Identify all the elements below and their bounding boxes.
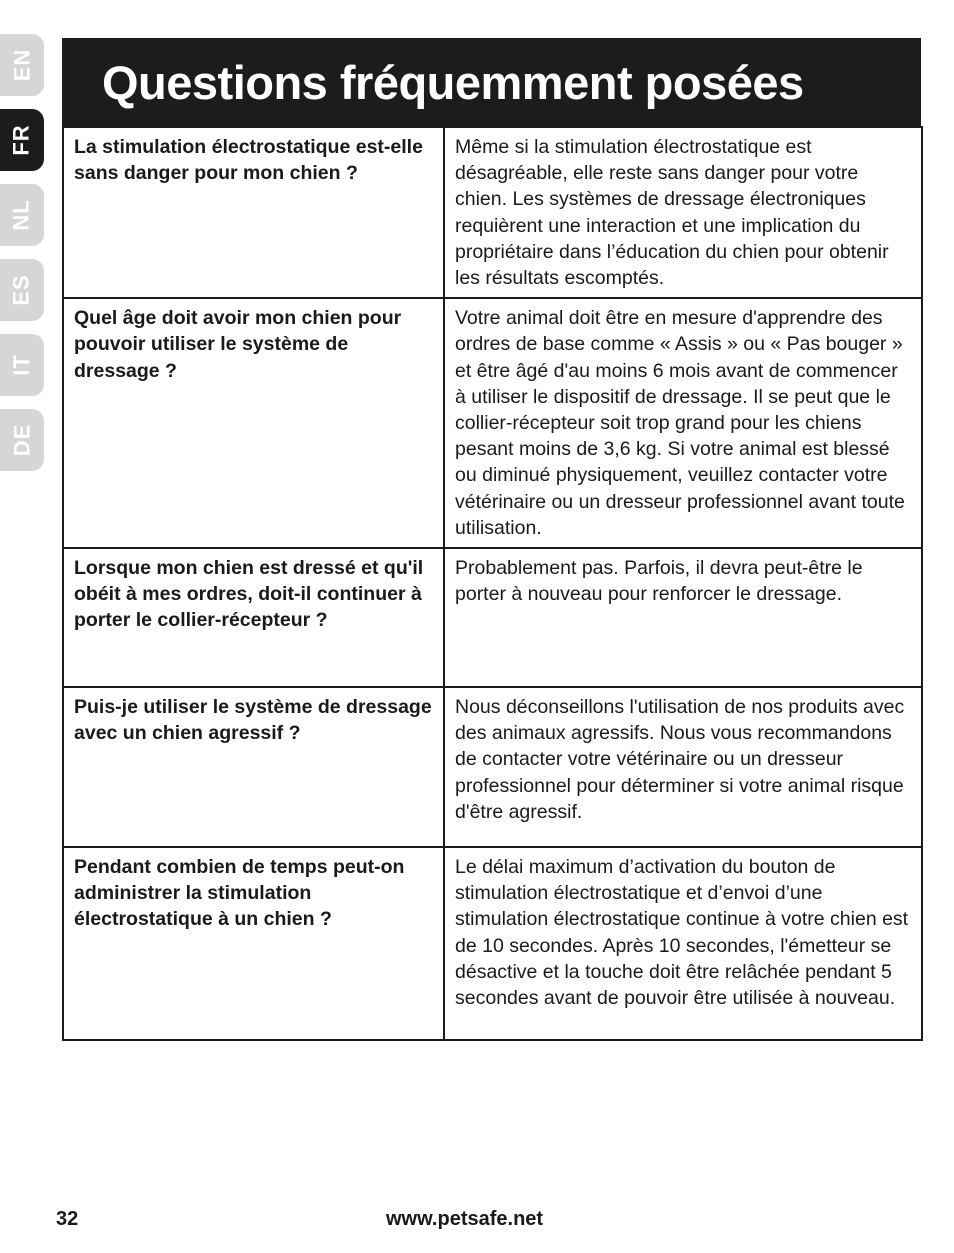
lang-tab-label: FR [8,124,34,156]
faq-answer: Le délai maximum d’activation du bouton de stimulation électrostatique et d’envoi d’une stimulation électrostatique continue à votre chien est de 10 secondes. Après 10 secondes, l'émetteur se désactive et la touche doit être relâchée pendant 5 secondes avant de pouvoir être utilisée à nouveau. [444,847,922,1040]
lang-tab-label: ES [8,274,34,306]
page-title: Questions fréquemment posées [102,55,804,109]
faq-answer: Même si la stimulation électrostatique est désagréable, elle reste sans danger pour votre chien. Les systèmes de dressage électroniques requièrent une interaction et une implication du propriétaire dans l’éducation du chien pour obtenir les résultats escomptés. [444,127,922,298]
page-number: 32 [56,1208,79,1230]
faq-question: Quel âge doit avoir mon chien pour pouvoir utiliser le système de dressage ? [63,298,444,548]
lang-tab-en[interactable] [0,34,44,96]
lang-tab-label: EN [9,48,34,82]
faq-row [63,298,922,548]
lang-tab-nl[interactable] [0,184,44,246]
lang-tab-fr[interactable] [0,109,44,171]
faq-question: Puis-je utiliser le système de dressage avec un chien agressif ? [63,687,444,847]
lang-tab-label: IT [9,354,34,376]
title-bar [62,38,921,126]
lang-tab-es[interactable] [0,259,44,321]
faq-question: Lorsque mon chien est dressé et qu'il obéit à mes ordres, doit-il continuer à porter le collier-récepteur ? [63,548,444,687]
lang-tab-de[interactable] [0,409,44,471]
language-tabs [0,34,44,484]
faq-row [63,687,922,847]
faq-row [63,548,922,687]
faq-answer: Probablement pas. Parfois, il devra peut-être le porter à nouveau pour renforcer le dressage. [444,548,922,687]
faq-question: Pendant combien de temps peut-on administrer la stimulation électrostatique à un chien ? [63,847,444,1040]
faq-row [63,847,922,1040]
faq-table [62,126,923,1041]
lang-tab-label: NL [8,199,34,231]
lang-tab-label: DE [9,423,34,457]
faq-row [63,127,922,298]
lang-tab-it[interactable] [0,334,44,396]
faq-question: La stimulation électrostatique est-elle sans danger pour mon chien ? [63,127,444,298]
faq-answer: Nous déconseillons l'utilisation de nos produits avec des animaux agressifs. Nous vous recommandons de contacter votre vétérinaire ou un dresseur professionnel pour déterminer si votre animal risque d'être agressif. [444,687,922,847]
faq-answer: Votre animal doit être en mesure d'apprendre des ordres de base comme « Assis » ou « Pas bouger » et être âgé d'au moins 6 mois avant de commencer à utiliser le dispositif de dressage. Il se peut que le collier-récepteur soit trop grand pour les chiens pesant moins de 3,6 kg. Si votre animal est blessé ou diminué physiquement, veuillez contacter votre vétérinaire ou un dresseur professionnel avant toute utilisation. [444,298,922,548]
footer-url[interactable]: www.petsafe.net [386,1208,544,1230]
